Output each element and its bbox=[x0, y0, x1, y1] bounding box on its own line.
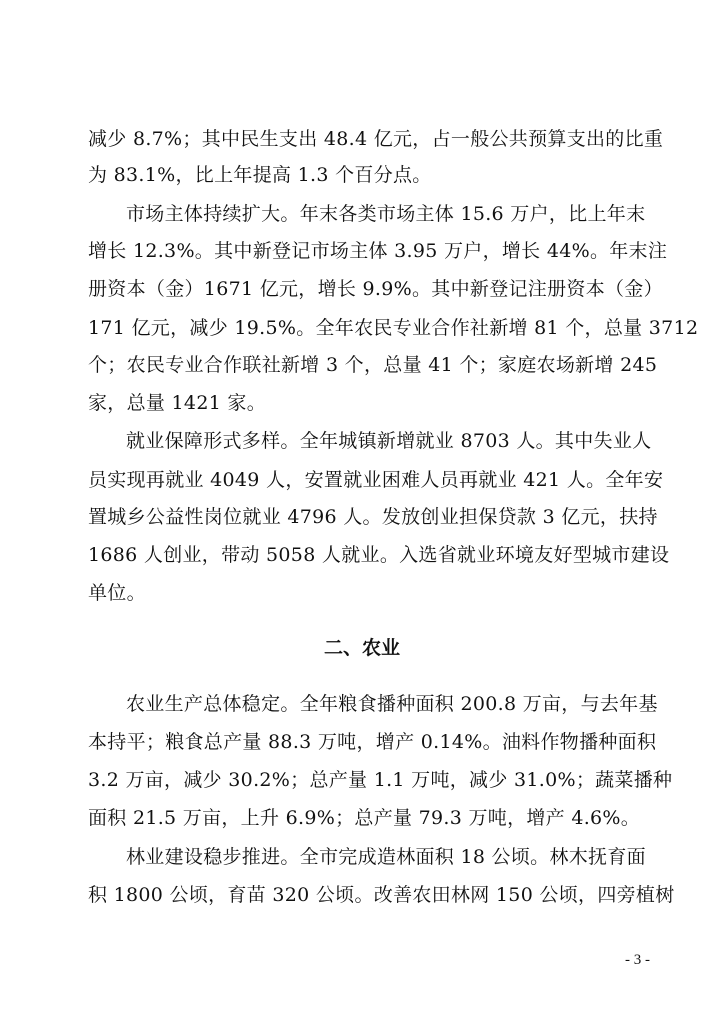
paragraph-line: 为 83.1%，比上年提高 1.3 个百分点。 bbox=[88, 164, 432, 186]
paragraph-line: 就业保障形式多样。全年城镇新增就业 8703 人。其中失业人 bbox=[126, 430, 652, 452]
paragraph-line: 171 亿元，减少 19.5%。全年农民专业合作社新增 81 个，总量 3712 bbox=[88, 317, 699, 339]
paragraph-line: 农业生产总体稳定。全年粮食播种面积 200.8 万亩，与去年基 bbox=[126, 693, 658, 715]
paragraph-line: 林业建设稳步推进。全市完成造林面积 18 公顷。林木抚育面 bbox=[126, 846, 646, 868]
paragraph-line: 减少 8.7%；其中民生支出 48.4 亿元，占一般公共预算支出的比重 bbox=[88, 128, 664, 150]
paragraph-line: 员实现再就业 4049 人，安置就业困难人员再就业 421 人。全年安 bbox=[88, 469, 664, 491]
paragraph-line: 面积 21.5 万亩，上升 6.9%；总产量 79.3 万吨，增产 4.6%。 bbox=[88, 807, 641, 829]
paragraph-line: 增长 12.3%。其中新登记市场主体 3.95 万户，增长 44%。年末注 bbox=[88, 240, 668, 262]
section-heading: 二、农业 bbox=[323, 637, 400, 659]
paragraph-line: 积 1800 公顷，育苗 320 公顷。改善农田林网 150 公顷，四旁植树 bbox=[88, 884, 675, 906]
paragraph-line: 家，总量 1421 家。 bbox=[88, 392, 267, 414]
paragraph-line: 本持平；粮食总产量 88.3 万吨，增产 0.14%。油料作物播种面积 bbox=[88, 731, 657, 753]
paragraph-line: 1686 人创业，带动 5058 人就业。入选省就业环境友好型城市建设 bbox=[88, 544, 670, 566]
paragraph-line: 置城乡公益性岗位就业 4796 人。发放创业担保贷款 3 亿元，扶持 bbox=[88, 506, 658, 528]
page-number: - 3 - bbox=[625, 952, 650, 968]
paragraph-line: 个；农民专业合作联社新增 3 个，总量 41 个；家庭农场新增 245 bbox=[88, 354, 658, 376]
paragraph-line: 市场主体持续扩大。年末各类市场主体 15.6 万户，比上年末 bbox=[126, 203, 646, 225]
paragraph-line: 3.2 万亩，减少 30.2%；总产量 1.1 万吨，减少 31.0%；蔬菜播种 bbox=[88, 769, 673, 791]
paragraph-line: 册资本（金）1671 亿元，增长 9.9%。其中新登记注册资本（金） bbox=[88, 278, 663, 300]
paragraph-line: 单位。 bbox=[88, 582, 146, 604]
